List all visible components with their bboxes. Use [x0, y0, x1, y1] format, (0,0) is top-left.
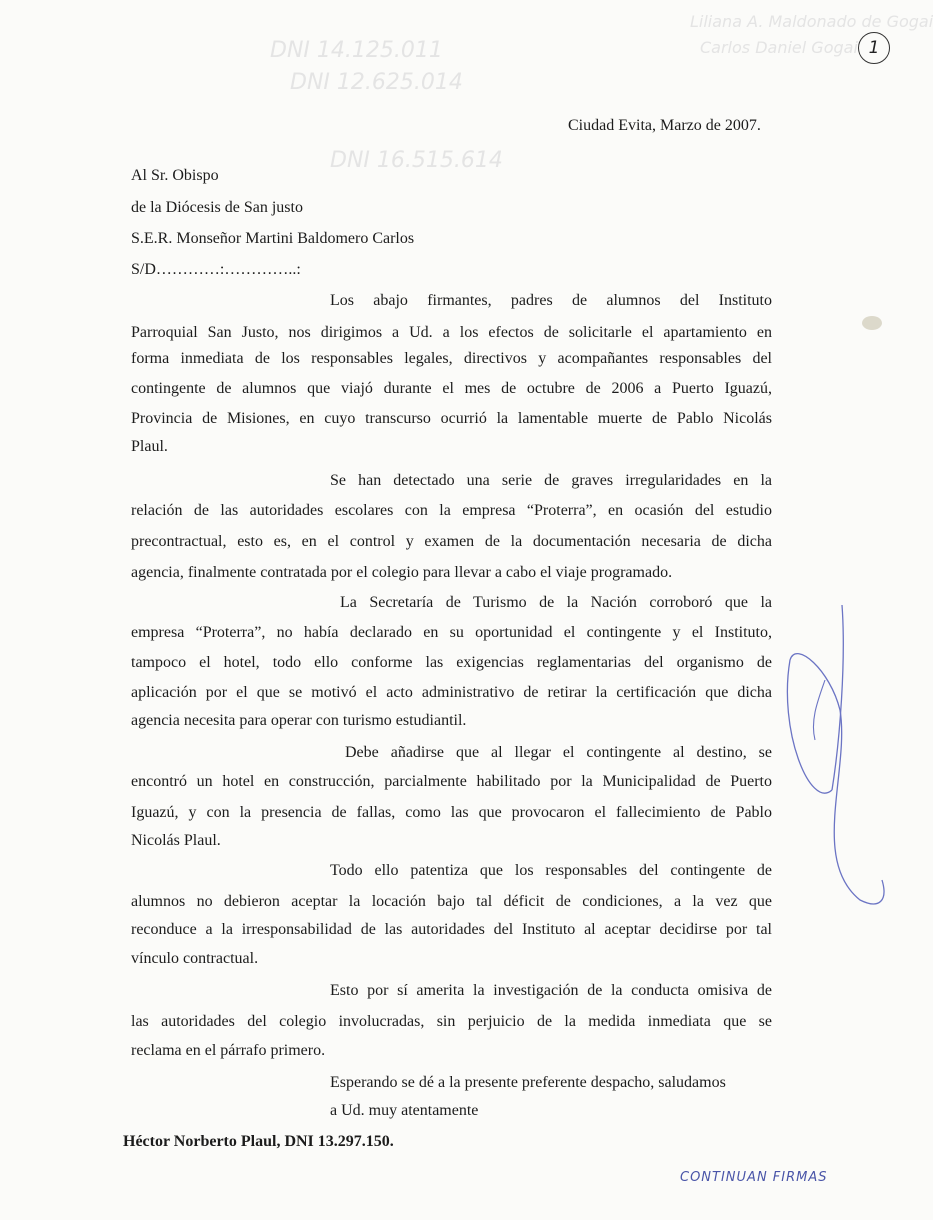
- page-number: 1: [858, 32, 890, 64]
- closing-line: Esperando se dé a la presente preferente despacho, saludamos: [330, 1074, 726, 1091]
- text-line: alumnos no debieron aceptar la locación bajo tal déficit de condiciones, a la vez que: [131, 893, 772, 910]
- text-line: precontractual, esto es, en el control y examen de la documentación necesaria de dicha: [131, 533, 772, 550]
- text-line: La Secretaría de Turismo de la Nación corroboró que la: [340, 594, 772, 611]
- text-line: agencia necesita para operar con turismo estudiantil.: [131, 712, 467, 729]
- text-line: reclama en el párrafo primero.: [131, 1042, 326, 1059]
- text-line: forma inmediata de los responsables legales, directivos y acompañantes responsables del: [131, 350, 772, 367]
- addressee-line: Al Sr. Obispo: [131, 167, 219, 184]
- ghost-line-3: Carlos Daniel Gogai: [700, 38, 858, 57]
- addressee-line: S/D…………:…………..:: [131, 261, 301, 278]
- text-line: vínculo contractual.: [131, 950, 259, 967]
- text-line: agencia, finalmente contratada por el colegio para llevar a cabo el viaje programado.: [131, 564, 673, 581]
- text-line: Iguazú, y con la presencia de fallas, como las que provocaron el fallecimiento de Pablo: [131, 804, 772, 821]
- text-line: empresa “Proterra”, no había declarado en su oportunidad el contingente y el Instituto,: [131, 624, 772, 641]
- text-line: contingente de alumnos que viajó durante el mes de octubre de 2006 a Puerto Iguazú,: [131, 380, 772, 397]
- ghost-line-4: DNI 12.625.014: [290, 70, 463, 95]
- text-line: Se han detectado una serie de graves irregularidades en la: [330, 472, 772, 489]
- handwritten-note: CONTINUAN FIRMAS: [680, 1170, 828, 1185]
- place-date: Ciudad Evita, Marzo de 2007.: [568, 117, 761, 134]
- text-line: Los abajo firmantes, padres de alumnos del Instituto: [330, 292, 772, 309]
- text-line: Debe añadirse que al llegar el contingente al destino, se: [345, 744, 772, 761]
- addressee-line: S.E.R. Monseñor Martini Baldomero Carlos: [131, 230, 415, 247]
- handwritten-signature: [770, 600, 890, 920]
- text-line: reconduce a la irresponsabilidad de las autoridades del Instituto al aceptar decidirse por tal: [131, 921, 772, 938]
- ghost-line-2: DNI 14.125.011: [270, 38, 443, 63]
- text-line: Plaul.: [131, 438, 168, 455]
- text-line: Provincia de Misiones, en cuyo transcurso ocurrió la lamentable muerte de Pablo Nicolás: [131, 410, 772, 427]
- text-line: Todo ello patentiza que los responsables del contingente de: [330, 862, 772, 879]
- text-line: relación de las autoridades escolares con la empresa “Proterra”, en ocasión del estudio: [131, 502, 772, 519]
- text-line: las autoridades del colegio involucradas, sin perjuicio de la medida inmediata que se: [131, 1013, 772, 1030]
- ghost-line-5: DNI 16.515.614: [330, 148, 503, 173]
- text-line: Esto por sí amerita la investigación de la conducta omisiva de: [330, 982, 772, 999]
- text-line: tampoco el hotel, todo ello conforme las exigencias reglamentarias del organismo de: [131, 654, 772, 671]
- paper-stain: [862, 316, 882, 330]
- closing-line: a Ud. muy atentamente: [330, 1102, 479, 1119]
- text-line: aplicación por el que se motivó el acto administrativo de retirar la certificación que dicha: [131, 684, 772, 701]
- text-line: encontró un hotel en construcción, parcialmente habilitado por la Municipalidad de Puerto: [131, 773, 772, 790]
- ghost-line-1: Liliana A. Maldonado de Gogai: [690, 12, 933, 31]
- addressee-line: de la Diócesis de San justo: [131, 199, 303, 216]
- text-line: Parroquial San Justo, nos dirigimos a Ud. a los efectos de solicitarle el apartamiento en: [131, 324, 772, 341]
- text-line: Nicolás Plaul.: [131, 832, 221, 849]
- signatory-name: Héctor Norberto Plaul, DNI 13.297.150.: [123, 1133, 394, 1150]
